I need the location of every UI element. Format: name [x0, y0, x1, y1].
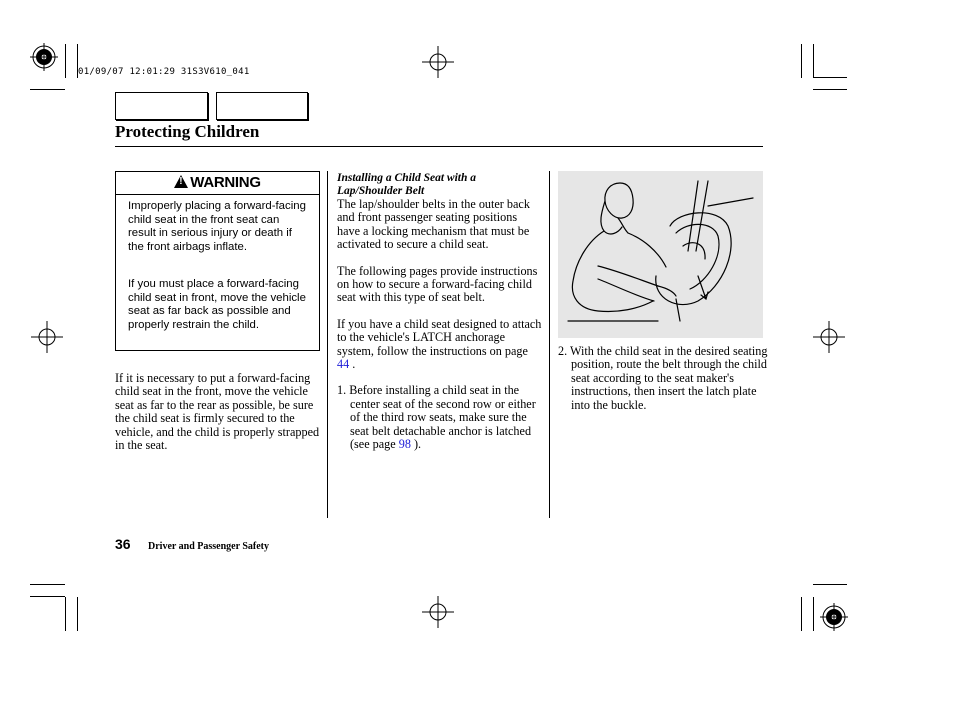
- child-seat-installation-drawing: [558, 171, 763, 338]
- crosshair-bottom: [422, 596, 454, 628]
- latch-paragraph-text: If you have a child seat designed to attach to the vehicle's LATCH anchorage system, follow the instructions on page: [337, 316, 542, 358]
- sunburst-target-top-left: [30, 43, 58, 71]
- crosshair-right: [813, 321, 845, 353]
- header-tab-2[interactable]: [216, 92, 308, 120]
- column-divider-1: [327, 171, 328, 518]
- child-seat-illustration: [558, 171, 763, 338]
- column1-paragraph: If it is necessary to put a forward-facing child seat in the front, move the vehicle seat as far to the rear as possible, be sure the child seat is firmly secured to the vehicle, and the child is properly strapped in the seat.: [115, 371, 320, 453]
- step-1-text: 1. Before installing a child seat in the center seat of the second row or either of the third row seats, make sure the seat belt detachable anchor is latched (see page: [337, 383, 536, 452]
- latch-paragraph-end: .: [352, 357, 356, 372]
- step-1-end: ).: [413, 437, 422, 452]
- crosshair-left: [31, 321, 63, 353]
- crosshair-top: [422, 46, 454, 78]
- page-number: 36: [115, 536, 131, 552]
- column2: [337, 172, 542, 452]
- step-1: [337, 384, 542, 451]
- warning-label: WARNING: [190, 174, 261, 191]
- section-name: Driver and Passenger Safety: [148, 541, 270, 552]
- subheading: Installing a Child Seat with a Lap/Shoulder Belt: [337, 172, 477, 197]
- print-stamp: 01/09/07 12:01:29 31S3V610_041: [78, 67, 250, 77]
- warning-box: [115, 171, 320, 351]
- column2-paragraph-3: [337, 318, 542, 372]
- warning-paragraph-2: If you must place a forward-facing child seat in front, move the vehicle seat as far back as possible and properly restrain the child.: [128, 278, 306, 331]
- page-link-44[interactable]: 44: [337, 357, 350, 372]
- page-link-98[interactable]: 98: [398, 437, 411, 452]
- header-tab-1[interactable]: [115, 92, 208, 120]
- warning-paragraph-1: Improperly placing a forward-facing child seat in the front seat can result in serious injury or death if the front airbags inflate.: [128, 200, 306, 253]
- warning-icon: [174, 175, 188, 188]
- page-title: Protecting Children: [115, 122, 260, 141]
- step-2: 2. With the child seat in the desired seating position, route the belt through the child seat according to the seat maker's instructions, then insert the latch plate into the buckle.: [558, 344, 768, 412]
- title-rule: [115, 146, 763, 147]
- column-divider-2: [549, 171, 550, 518]
- column2-paragraph-1: The lap/shoulder belts in the outer back and front passenger seating positions have a locking mechanism that must be activated to secure a child seat.: [337, 197, 530, 252]
- sunburst-target-bottom-right: [820, 603, 848, 631]
- warning-header: [116, 172, 319, 195]
- column2-paragraph-2: The following pages provide instructions on how to secure a forward-facing child seat with this type of seat belt.: [337, 263, 538, 305]
